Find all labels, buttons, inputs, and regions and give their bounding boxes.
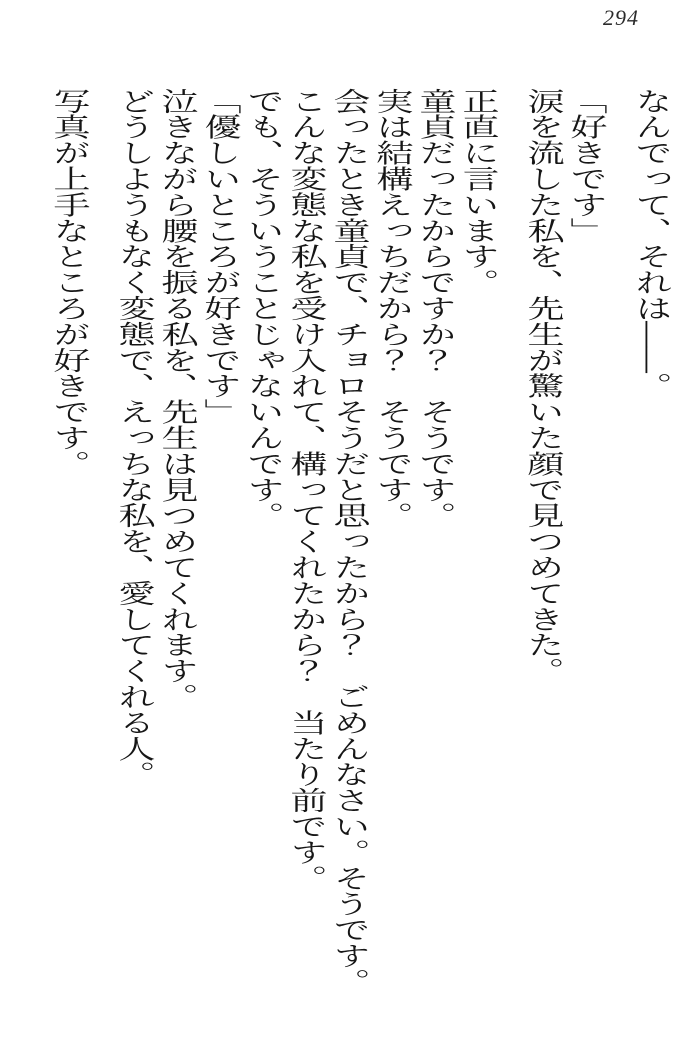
paragraph: 会ったとき童貞で、チョロそうだと思ったから？ ごめんなさい。そうです。 [327,88,368,995]
page-number: 294 [603,5,639,30]
paragraph: でも、そういうことじゃないんです。 [241,88,282,529]
paragraph: どうしようもなく変態で、えっちな私を、愛してくれる人。 [112,88,153,788]
paragraph: 写真が上手なところが好きです。 [47,88,88,477]
paragraph: こんな変態な私を受け入れて、構ってくれたから？ 当たり前です。 [284,88,325,891]
paragraph: 「好きです」 [564,88,605,244]
paragraph: なんでって、それは――。 [629,88,670,399]
vertical-text-area [46,88,671,1005]
paragraph: 実は結構えっちだから？ そうです。 [370,88,411,529]
paragraph: 「優しいところが好きです」 [198,88,239,425]
paragraph: 童貞だったからですか？ そうです。 [413,88,454,529]
paragraph: 泣きながら腰を振る私を、先生は見つめてくれます。 [155,88,196,710]
paragraph: 正直に言います。 [456,88,497,296]
paragraph: 涙を流した私を、先生が驚いた顔で見つめてきた。 [521,88,562,684]
